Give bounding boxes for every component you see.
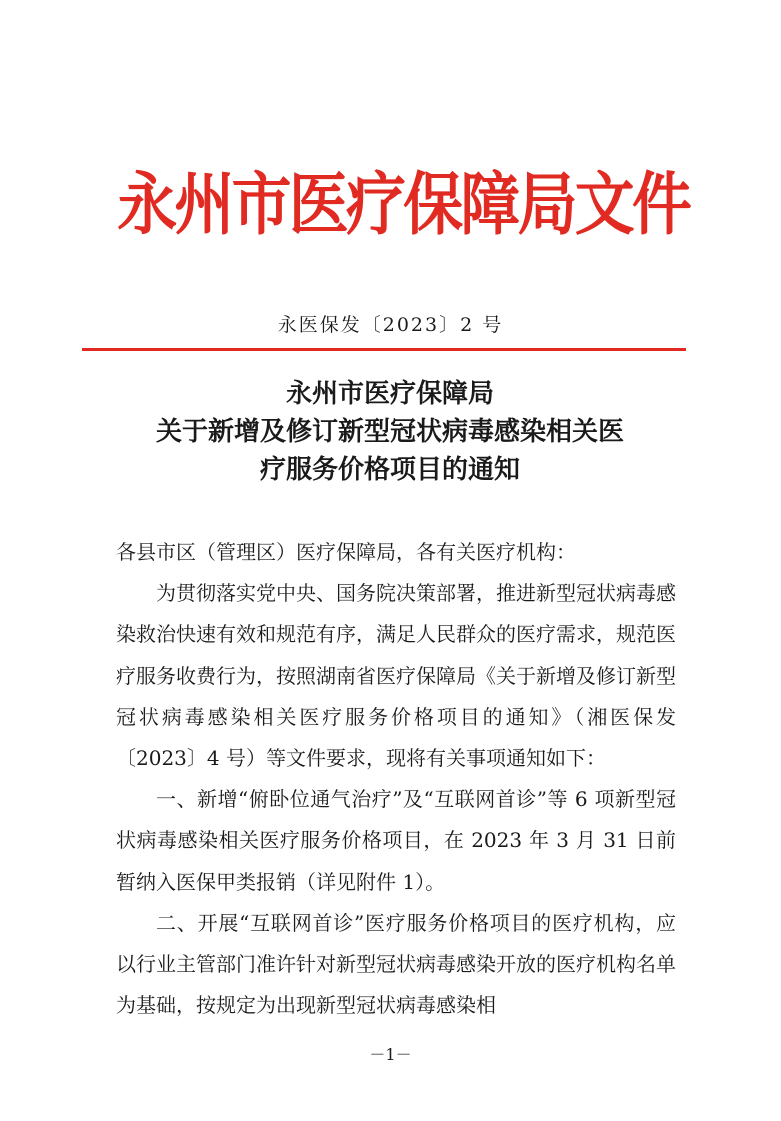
paragraph-3: 二、开展“互联网首诊”医疗服务价格项目的医疗机构，应以行业主管部门准许针对新型冠状病毒感染开放的医疗机构名单为基础，按规定为出现新型冠状病毒感染相: [116, 910, 676, 1018]
page-number: －1－: [369, 1045, 412, 1064]
paragraph-2: 一、新增“俯卧位通气治疗”及“互联网首诊”等 6 项新型冠状病毒感染相关医疗服务价格项目，在 2023 年 3 月 31 日前暂纳入医保甲类报销（详见附件 1）。: [116, 787, 676, 894]
notice-title: [90, 375, 690, 489]
salutation: 各县市区（管理区）医疗保障局，各有关医疗机构：: [116, 540, 576, 564]
title-line-3: 疗服务价格项目的通知: [259, 455, 520, 485]
title-line-1: 永州市医疗保障局: [285, 379, 494, 409]
notice-body: [116, 532, 676, 1026]
document-number: 永医保发〔2023〕2 号: [277, 314, 504, 336]
org-header-title: 永州市医疗保障局文件: [117, 165, 690, 245]
title-line-2: 关于新增及修订新型冠状病毒感染相关医: [155, 417, 624, 447]
paragraph-1: 为贯彻落实党中央、国务院决策部署，推进新型冠状病毒感染救治快速有效和规范有序，满足人民群众的医疗需求，规范医疗服务收费行为，按照湖南省医疗保障局《关于新增及修订新型冠状病毒感染相关医疗服务价格项目的通知》（湘医保发〔2023〕4 号）等文件要求，现将有关事项通知如下：: [116, 581, 676, 771]
red-divider: [82, 348, 686, 351]
